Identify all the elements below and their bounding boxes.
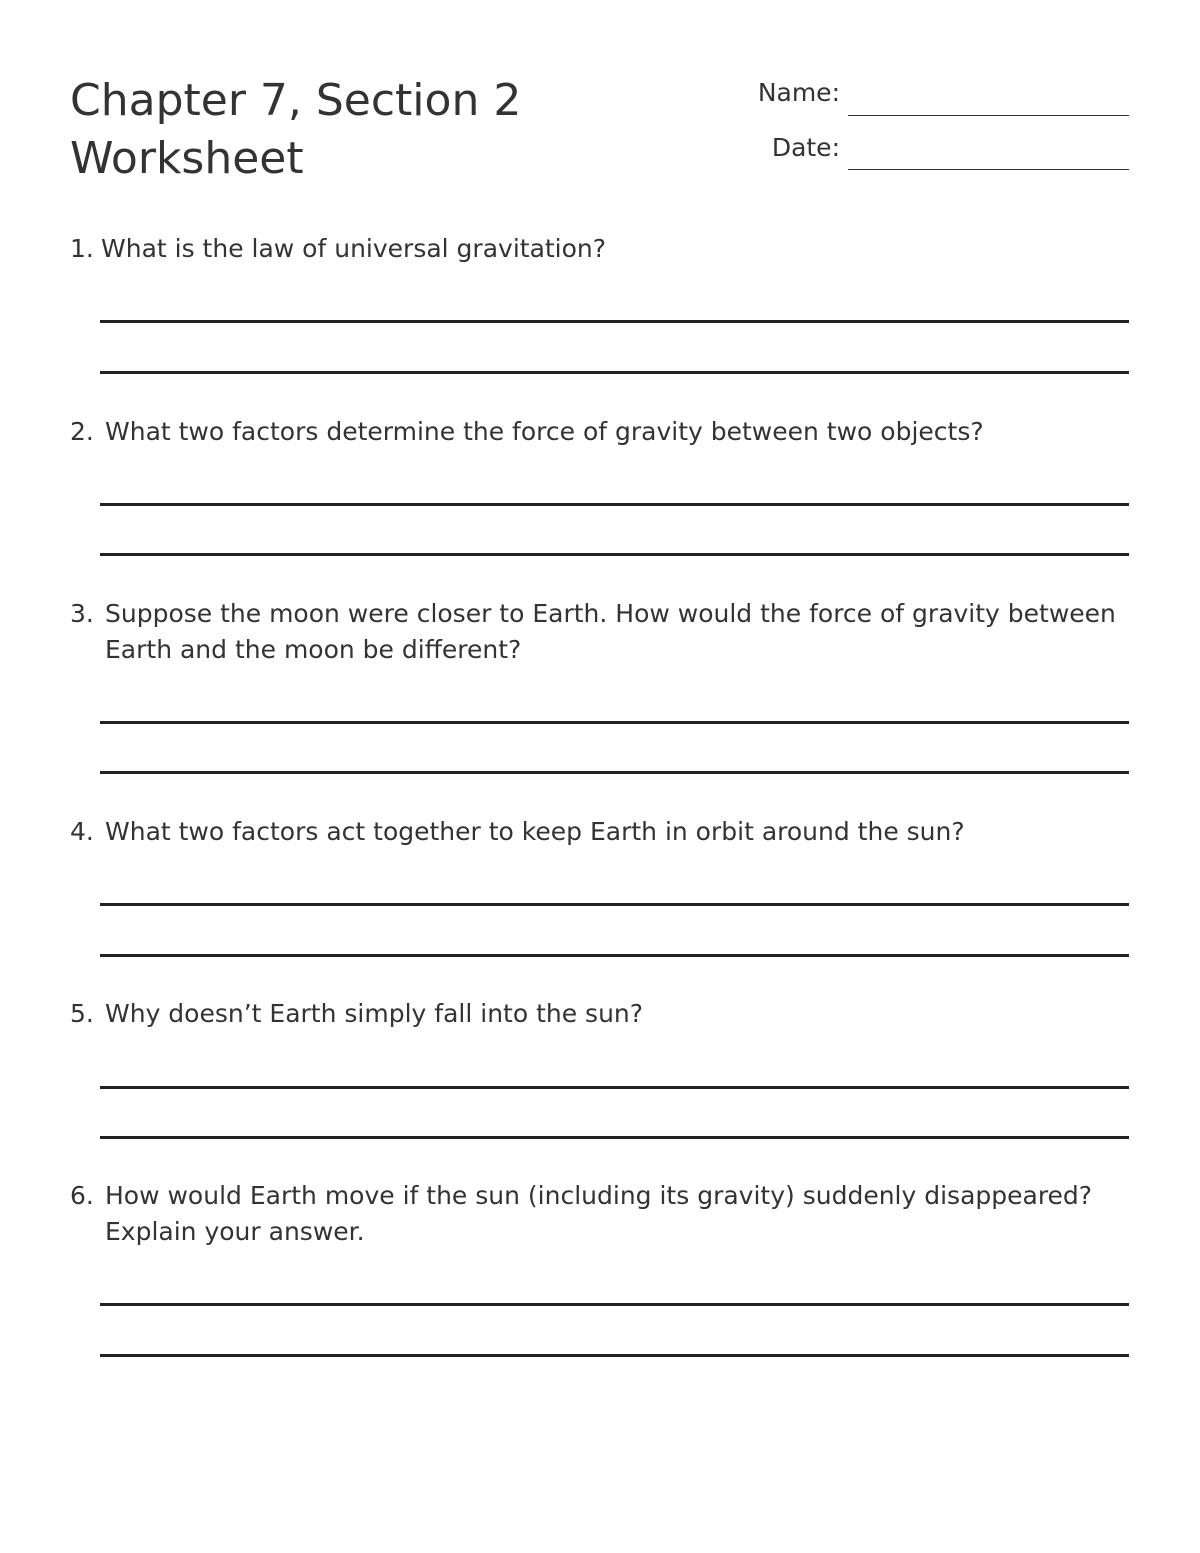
question-text: Suppose the moon were closer to Earth. How would the force of gravity between Earth and the moon be different?	[105, 599, 1116, 664]
answer-line-1b[interactable]	[100, 371, 1129, 374]
question-number: 5.	[70, 999, 94, 1028]
answer-line-3b[interactable]	[100, 771, 1129, 774]
answer-line-2b[interactable]	[100, 553, 1129, 556]
title-line-1: Chapter 7, Section 2	[70, 75, 522, 126]
question-text: Why doesn’t Earth simply fall into the sun?	[105, 999, 644, 1028]
answer-line-4a[interactable]	[100, 903, 1129, 906]
worksheet-title	[70, 72, 521, 188]
title-line-2: Worksheet	[70, 133, 304, 184]
question-number: 2.	[70, 417, 94, 446]
question-1	[70, 231, 1150, 267]
date-label: Date:	[771, 133, 840, 162]
answer-line-4b[interactable]	[100, 954, 1129, 957]
question-text: How would Earth move if the sun (including its gravity) suddenly disappeared? Explain your answer.	[105, 1181, 1093, 1246]
answer-line-2a[interactable]	[100, 503, 1129, 506]
name-label: Name:	[757, 78, 840, 107]
answer-line-5b[interactable]	[100, 1136, 1129, 1139]
question-text: What two factors determine the force of gravity between two objects?	[105, 417, 984, 446]
answer-line-1a[interactable]	[100, 320, 1129, 323]
question-text: What two factors act together to keep Earth in orbit around the sun?	[105, 817, 965, 846]
question-number: 3.	[70, 599, 94, 628]
question-5	[70, 996, 1150, 1032]
question-6	[70, 1178, 1150, 1250]
answer-line-5a[interactable]	[100, 1086, 1129, 1089]
name-field[interactable]	[848, 115, 1129, 116]
question-number: 6.	[70, 1181, 94, 1210]
question-3	[70, 596, 1150, 668]
answer-line-6b[interactable]	[100, 1354, 1129, 1357]
question-text: What is the law of universal gravitation?	[101, 234, 607, 263]
question-2	[70, 414, 1150, 450]
answer-line-3a[interactable]	[100, 721, 1129, 724]
question-number: 4.	[70, 817, 94, 846]
question-number: 1.	[70, 234, 94, 263]
question-4	[70, 814, 1150, 850]
date-field[interactable]	[848, 169, 1129, 170]
answer-line-6a[interactable]	[100, 1303, 1129, 1306]
